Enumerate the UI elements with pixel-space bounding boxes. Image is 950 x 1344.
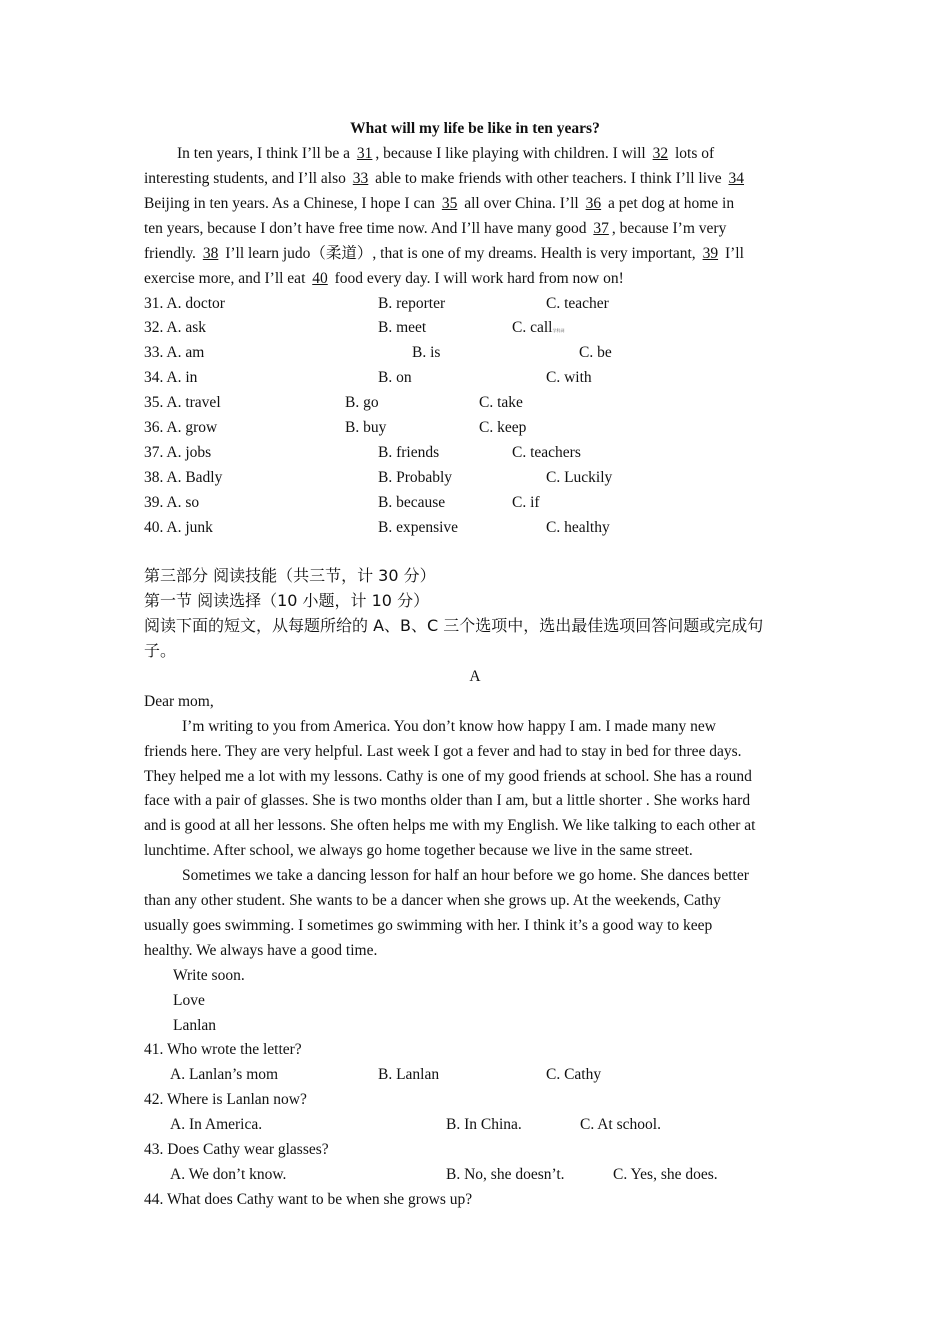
option-39-a: 39. A. so [144, 494, 200, 511]
option-32-c: C. call学科网 [512, 319, 565, 336]
blank-36[interactable]: 36 [585, 195, 602, 212]
question-43: 43. Does Cathy wear glasses? [144, 1141, 329, 1158]
option-40-b: B. expensive [378, 519, 459, 536]
option-37-a: 37. A. jobs [144, 444, 212, 461]
option-35-a: 35. A. travel [144, 394, 221, 411]
question-41: 41. Who wrote the letter? [144, 1041, 302, 1058]
question-43-option-a: A. We don’t know. [170, 1166, 287, 1183]
letter-body-line: healthy. We always have a good time. [144, 942, 378, 959]
letter-body-line: They helped me a lot with my lessons. Cathy is one of my good friends at school. She has a round [144, 768, 752, 785]
blank-34[interactable]: 34 [728, 170, 745, 187]
instruction-line: 阅读下面的短文，从每题所给的 A、B、C 三个选项中，选出最佳选项回答问题或完成句 [144, 616, 764, 635]
option-35-b: B. go [345, 394, 379, 411]
option-35-c: C. take [479, 394, 523, 411]
cloze-line: In ten years, I think I’ll be a 31 , because I like playing with children. I will 32 lots of [177, 141, 714, 166]
option-36-a: 36. A. grow [144, 419, 218, 436]
option-31-b: B. reporter [378, 295, 446, 312]
blank-32[interactable]: 32 [652, 145, 669, 162]
letter-closing: Write soon. [173, 967, 245, 984]
instruction-line: 子。 [144, 641, 177, 660]
blank-33[interactable]: 33 [352, 170, 369, 187]
question-41-option-b: B. Lanlan [378, 1066, 440, 1083]
blank-31[interactable]: 31 [356, 145, 373, 162]
letter-body-line: lunchtime. After school, we always go home together because we live in the same street. [144, 842, 693, 859]
cloze-line: exercise more, and I’ll eat 40 food every day. I will work hard from now on! [144, 266, 624, 291]
option-37-b: B. friends [378, 444, 440, 461]
question-42-option-a: A. In America. [170, 1116, 263, 1133]
letter-greeting: Dear mom, [144, 693, 214, 710]
option-37-c: C. teachers [512, 444, 581, 461]
option-32-b: B. meet [378, 319, 427, 336]
blank-35[interactable]: 35 [441, 195, 458, 212]
option-33-c: C. be [579, 344, 612, 361]
option-40-a: 40. A. junk [144, 519, 213, 536]
option-38-c: C. Luckily [546, 469, 613, 486]
blank-39[interactable]: 39 [702, 245, 719, 262]
blank-37[interactable]: 37 [593, 220, 609, 237]
option-31-c: C. teacher [546, 295, 609, 312]
option-34-a: 34. A. in [144, 369, 198, 386]
letter-body-line: friends here. They are very helpful. Last week I got a fever and had to stay in bed for three days. [144, 743, 742, 760]
letter-body-line: than any other student. She wants to be a dancer when she grows up. At the weekends, Cathy [144, 892, 721, 909]
letter-body-line: I’m writing to you from America. You don’t know how happy I am. I made many new [182, 718, 716, 735]
letter-body-line: face with a pair of glasses. She is two months older than I am, but a little shorter . She works hard [144, 792, 751, 809]
option-31-a: 31. A. doctor [144, 295, 225, 312]
option-34-b: B. on [378, 369, 412, 386]
letter-signature: Lanlan [173, 1017, 217, 1034]
letter-body-line: usually goes swimming. I sometimes go swimming with her. I think it’s a good way to keep [144, 917, 713, 934]
option-39-b: B. because [378, 494, 446, 511]
option-38-a: 38. A. Badly [144, 469, 223, 486]
cloze-line: friendly. 38 I’ll learn judo（柔道）, that is one of my dreams. Health is very important, 39 I’ll [144, 241, 744, 266]
option-33-b: B. is [412, 344, 441, 361]
cloze-title: What will my life be like in ten years? [350, 120, 600, 137]
option-36-b: B. buy [345, 419, 387, 436]
question-43-option-c: C. Yes, she does. [613, 1166, 718, 1183]
letter-body-line: Sometimes we take a dancing lesson for half an hour before we go home. She dances better [182, 867, 749, 884]
cloze-line: Beijing in ten years. As a Chinese, I hope I can 35 all over China. I’ll 36 a pet dog at home in [144, 191, 734, 216]
section-heading: 第一节 阅读选择（10 小题，计 10 分） [144, 591, 430, 610]
question-42-option-b: B. In China. [446, 1116, 522, 1133]
question-41-option-c: C. Cathy [546, 1066, 602, 1083]
option-36-c: C. keep [479, 419, 527, 436]
part-heading: 第三部分 阅读技能（共三节，计 30 分） [144, 566, 436, 585]
blank-40[interactable]: 40 [312, 270, 328, 287]
letter-closing: Love [173, 992, 205, 1009]
question-44: 44. What does Cathy want to be when she grows up? [144, 1191, 473, 1208]
letter-body-line: and is good at all her lessons. She often helps me with my English. We like talking to each other at [144, 817, 756, 834]
option-32-a: 32. A. ask [144, 319, 206, 336]
question-41-option-a: A. Lanlan’s mom [170, 1066, 279, 1083]
question-42: 42. Where is Lanlan now? [144, 1091, 307, 1108]
watermark-note: 学科网 [552, 328, 565, 333]
cloze-line: ten years, because I don’t have free time now. And I’ll have many good 37 , because I’m very [144, 216, 726, 241]
option-34-c: C. with [546, 369, 592, 386]
question-43-option-b: B. No, she doesn’t. [446, 1166, 565, 1183]
option-39-c: C. if [512, 494, 540, 511]
cloze-line: interesting students, and I’ll also 33 able to make friends with other teachers. I think I’ll live 34 [144, 166, 747, 191]
passage-label: A [469, 668, 481, 685]
blank-38[interactable]: 38 [202, 245, 219, 262]
option-33-a: 33. A. am [144, 344, 205, 361]
option-38-b: B. Probably [378, 469, 453, 486]
question-42-option-c: C. At school. [580, 1116, 661, 1133]
option-40-c: C. healthy [546, 519, 610, 536]
